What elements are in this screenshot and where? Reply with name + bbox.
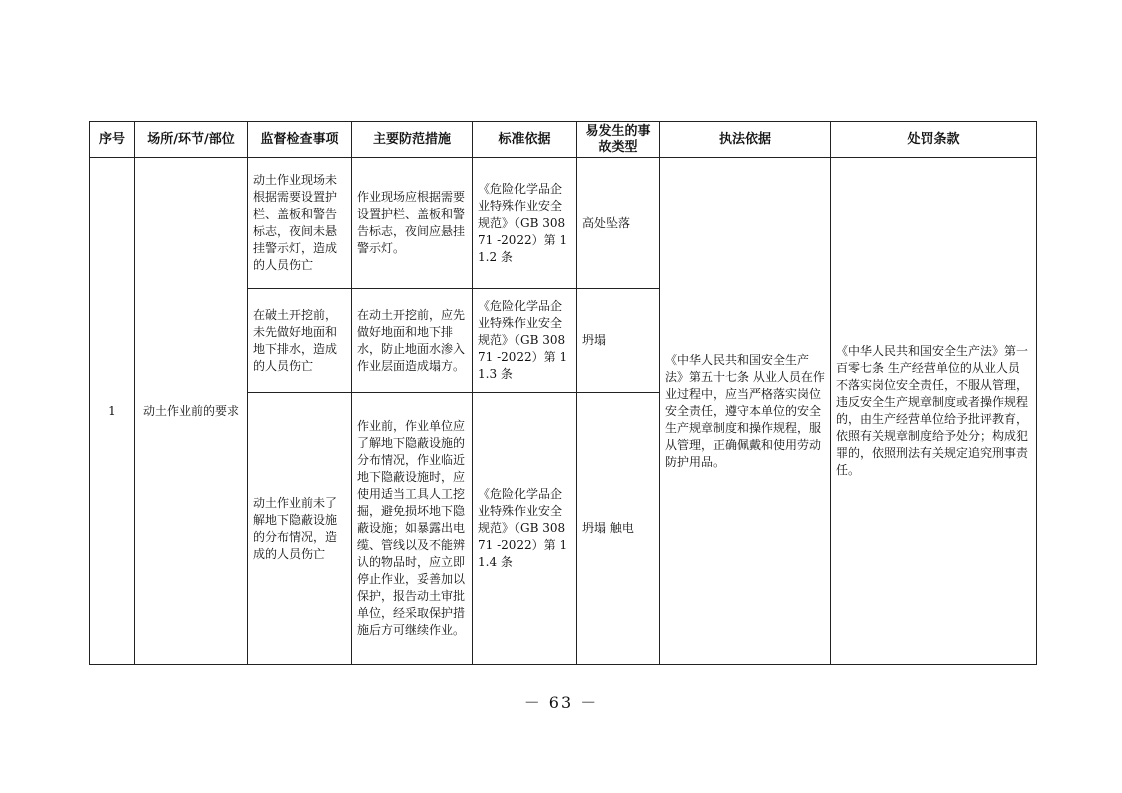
page-number: － 63 － (523, 693, 599, 712)
header-no: 序号 (90, 122, 135, 158)
header-item: 监督检查事项 (248, 122, 352, 158)
header-standard: 标准依据 (473, 122, 577, 158)
check-item-cell: 动土作业现场未根据需要设置护栏、盖板和警告标志，夜间未悬挂警示灯，造成的人员伤亡 (248, 158, 352, 289)
item-number: 1 (90, 158, 135, 665)
place-cell: 动土作业前的要求 (135, 158, 248, 665)
header-penalty: 处罚条款 (831, 122, 1037, 158)
measure-cell: 作业现场应根据需要设置护栏、盖板和警告标志，夜间应悬挂警示灯。 (352, 158, 473, 289)
measure-cell: 在动土开挖前，应先做好地面和地下排水，防止地面水渗入作业层面造成塌方。 (352, 289, 473, 393)
check-item-cell: 动土作业前未了解地下隐蔽设施的分布情况，造成的人员伤亡 (248, 393, 352, 665)
accident-type-cell: 坍塌 (577, 289, 660, 393)
standard-cell: 《危险化学品企业特殊作业安全规范》（GB 30871 -2022）第 11.2 条 (473, 158, 577, 289)
check-item-cell: 在破土开挖前，未先做好地面和地下排水，造成的人员伤亡 (248, 289, 352, 393)
regulation-table (89, 121, 1037, 665)
accident-type-cell: 高处坠落 (577, 158, 660, 289)
header-accident: 易发生的事故类型 (577, 122, 660, 158)
standard-cell: 《危险化学品企业特殊作业安全规范》（GB 30871 -2022）第 11.3 条 (473, 289, 577, 393)
table-row (90, 158, 1037, 289)
header-law: 执法依据 (660, 122, 831, 158)
standard-cell: 《危险化学品企业特殊作业安全规范》（GB 30871 -2022）第 11.4 条 (473, 393, 577, 665)
measure-cell: 作业前，作业单位应了解地下隐蔽设施的分布情况，作业临近地下隐蔽设施时，应使用适当工具人工挖掘，避免损坏地下隐蔽设施；如暴露出电缆、管线以及不能辨认的物品时，应立即停止作业，妥善加以保护，报告动土审批单位，经采取保护措施后方可继续作业。 (352, 393, 473, 665)
penalty-cell: 《中华人民共和国安全生产法》第一百零七条 生产经营单位的从业人员不落实岗位安全责任，不服从管理，违反安全生产规章制度或者操作规程的，由生产经营单位给予批评教育，依照有关规章制度给予处分；构成犯罪的，依照刑法有关规定追究刑事责任。 (831, 158, 1037, 665)
header-row (90, 122, 1037, 158)
header-place: 场所/环节/部位 (135, 122, 248, 158)
law-basis-cell: 《中华人民共和国安全生产法》第五十七条 从业人员在作业过程中，应当严格落实岗位安全责任，遵守本单位的安全生产规章制度和操作规程，服从管理，正确佩戴和使用劳动防护用品。 (660, 158, 831, 665)
accident-type-cell: 坍塌 触电 (577, 393, 660, 665)
header-measure: 主要防范措施 (352, 122, 473, 158)
